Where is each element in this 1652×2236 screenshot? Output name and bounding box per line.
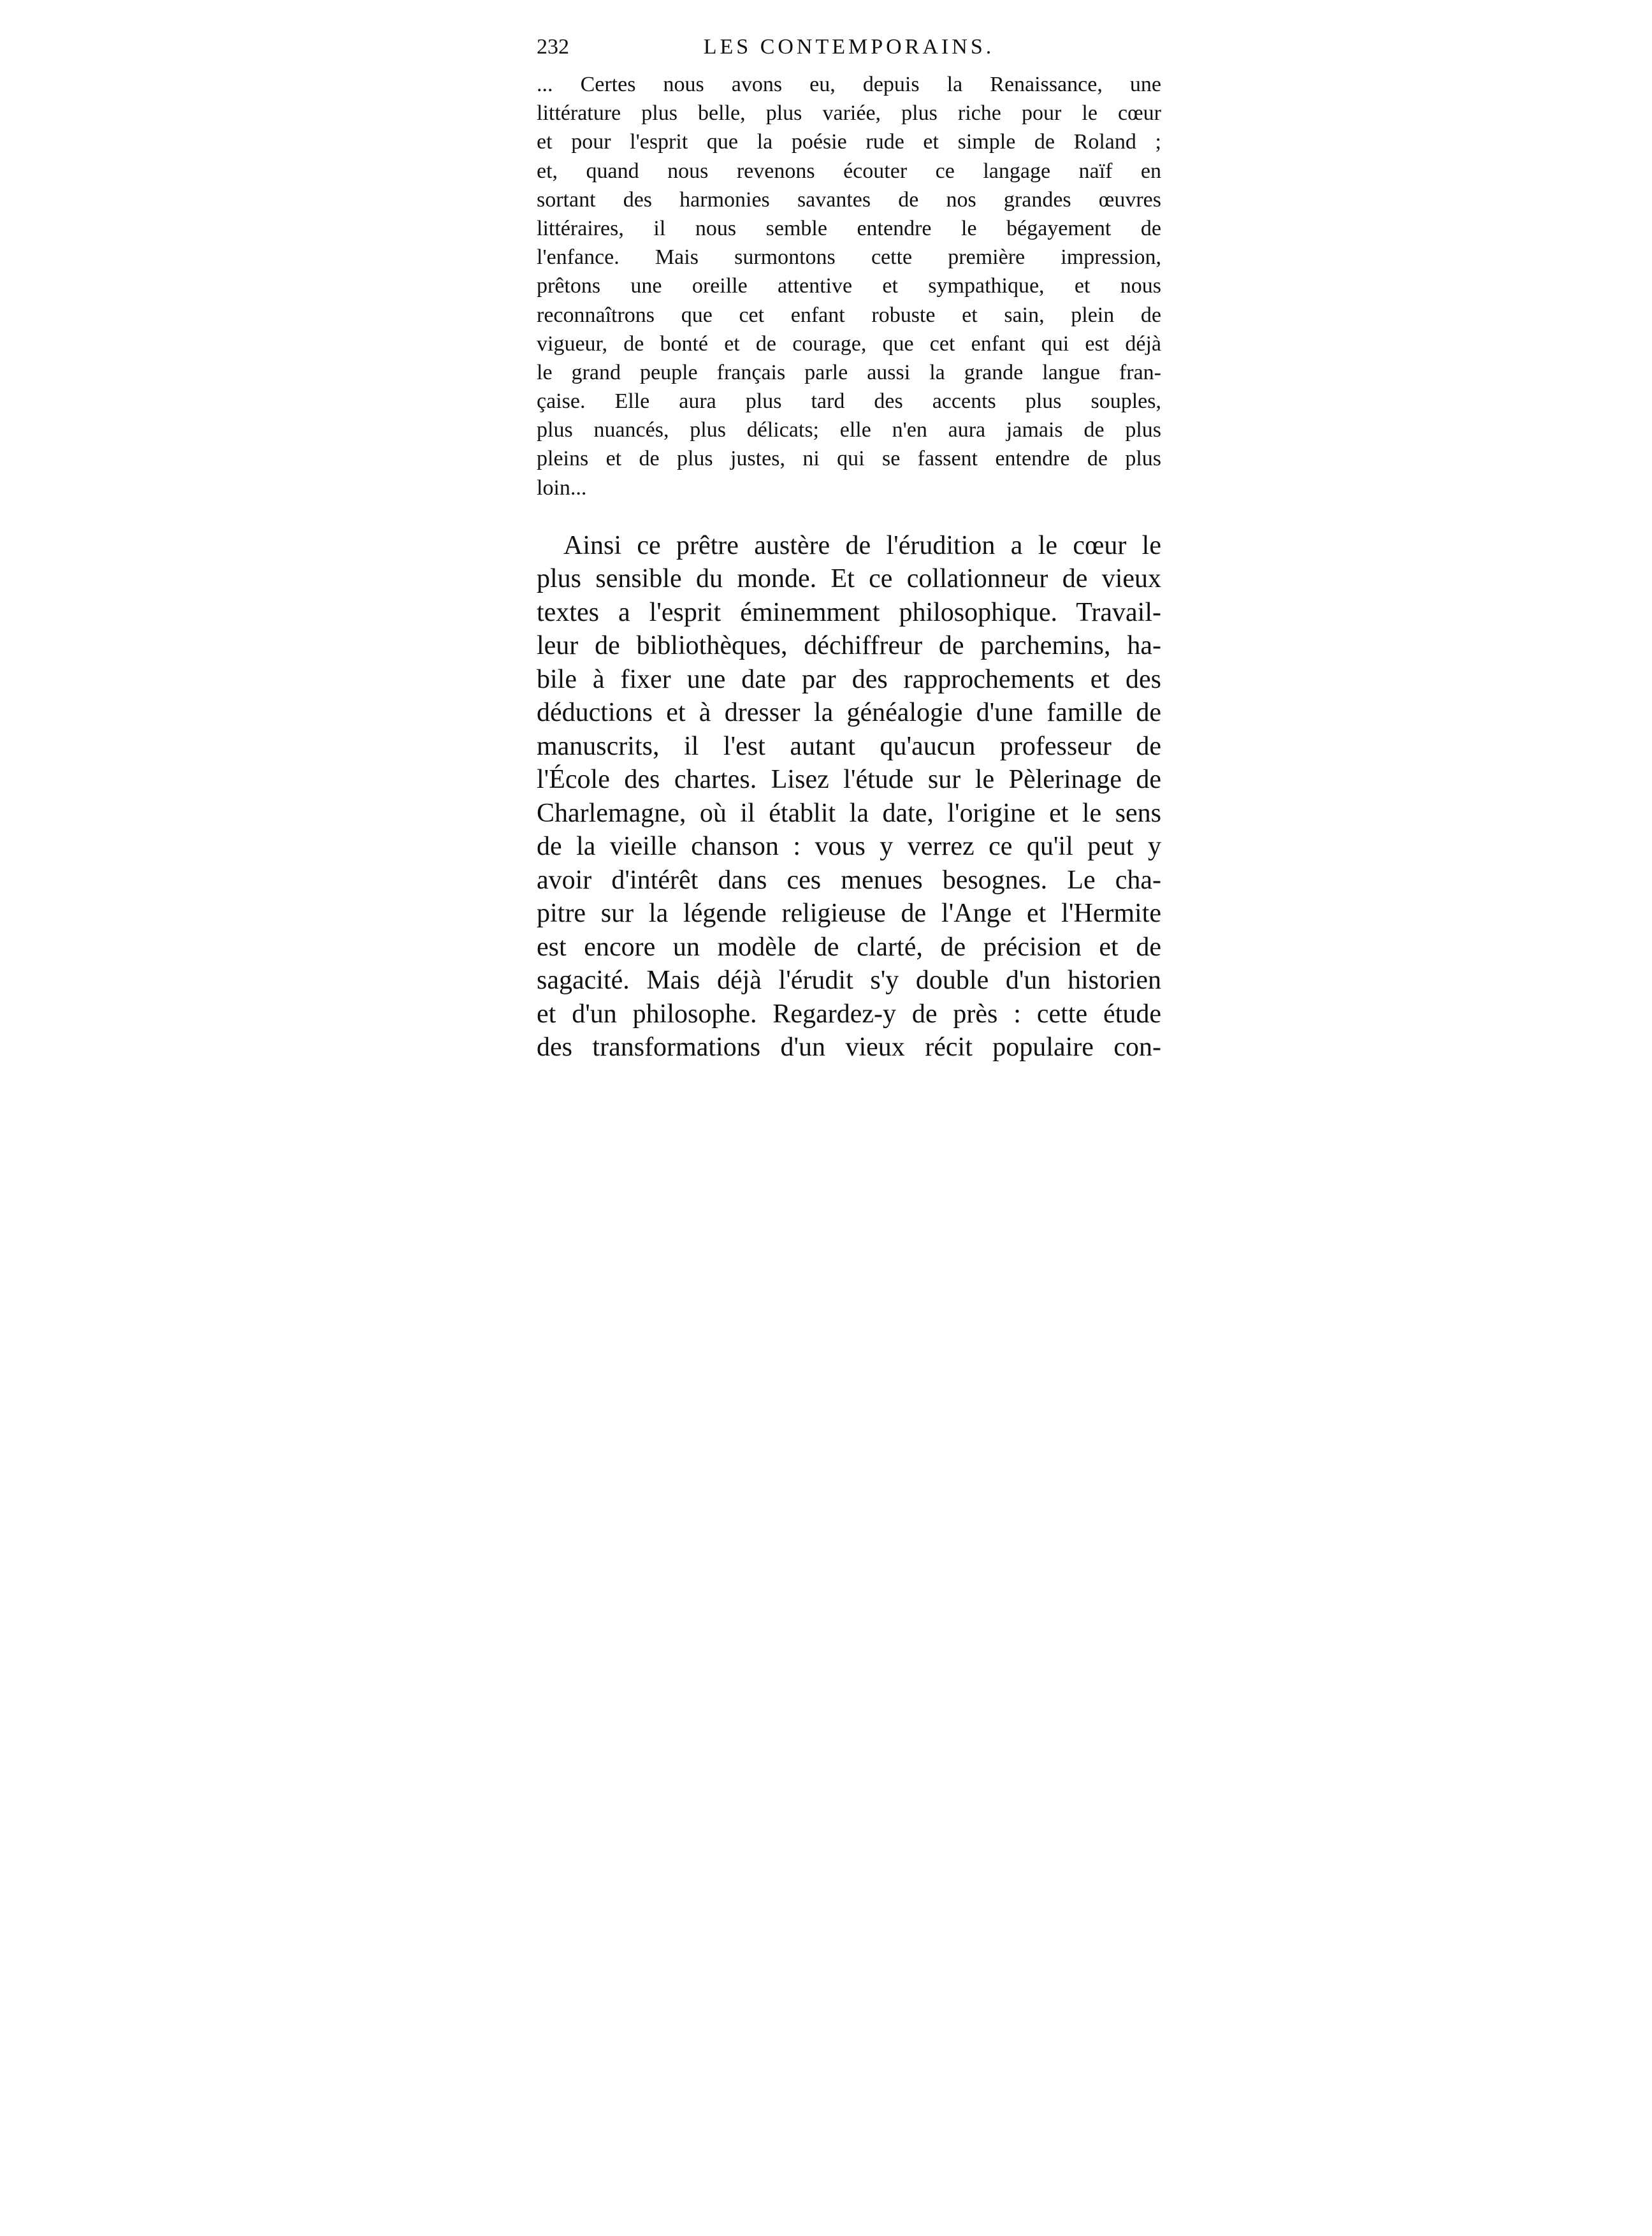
body-line: l'École des chartes. Lisez l'étude sur le Pèlerinage de bbox=[537, 765, 1161, 795]
quote-line: loin... bbox=[537, 476, 587, 500]
quote-line: vigueur, de bonté et de courage, que cet enfant qui est déjà bbox=[537, 331, 1161, 356]
quote-line: ... Certes nous avons eu, depuis la Renaissance, une bbox=[537, 73, 1161, 96]
body-line: Ainsi ce prêtre austère de l'érudition a le cœur le bbox=[563, 530, 1161, 560]
body-line: bile à fixer une date par des rapprochements et des bbox=[537, 664, 1161, 694]
quote-line: çaise. Elle aura plus tard des accents plus souples, bbox=[537, 389, 1161, 414]
running-title: LES CONTEMPORAINS. bbox=[703, 35, 995, 59]
quote-line: prêtons une oreille attentive et sympathique, et nous bbox=[537, 274, 1161, 298]
quote-line: sortant des harmonies savantes de nos grandes œuvres bbox=[537, 187, 1161, 212]
quote-line: littérature plus belle, plus variée, plus riche pour le cœur bbox=[537, 101, 1161, 126]
block-quote bbox=[537, 70, 1161, 502]
body-line: avoir d'intérêt dans ces menues besognes. Le cha- bbox=[537, 865, 1161, 895]
body-line: sagacité. Mais déjà l'érudit s'y double d'un historien bbox=[537, 966, 1161, 996]
page-header bbox=[537, 32, 1161, 70]
body-line: des transformations d'un vieux récit populaire con- bbox=[537, 1033, 1161, 1063]
quote-line: littéraires, il nous semble entendre le bégayement de bbox=[537, 216, 1161, 240]
quote-line: pleins et de plus justes, ni qui se fassent entendre de plus bbox=[537, 447, 1161, 471]
quote-line: et pour l'esprit que la poésie rude et simple de Roland ; bbox=[537, 130, 1161, 154]
body-line: déductions et à dresser la généalogie d'une famille de bbox=[537, 698, 1161, 728]
body-line: de la vieille chanson : vous y verrez ce qu'il peut y bbox=[537, 832, 1161, 862]
body-line: et d'un philosophe. Regardez-y de près : cette étude bbox=[537, 999, 1161, 1029]
book-page bbox=[537, 32, 1161, 1064]
body-line: textes a l'esprit éminemment philosophique. Travail- bbox=[537, 597, 1161, 627]
quote-line: le grand peuple français parle aussi la grande langue fran- bbox=[537, 360, 1161, 384]
page-number: 232 bbox=[537, 35, 569, 59]
paragraph-gap bbox=[537, 502, 1161, 529]
body-line: Charlemagne, où il établit la date, l'origine et le sens bbox=[537, 798, 1161, 828]
body-line: leur de bibliothèques, déchiffreur de parchemins, ha- bbox=[537, 631, 1161, 661]
body-line: manuscrits, il l'est autant qu'aucun professeur de bbox=[537, 731, 1161, 761]
quote-line: reconnaîtrons que cet enfant robuste et sain, plein de bbox=[537, 303, 1161, 327]
body-line: pitre sur la légende religieuse de l'Ange et l'Hermite bbox=[537, 899, 1161, 929]
body-paragraph bbox=[537, 529, 1161, 1064]
quote-line: l'enfance. Mais surmontons cette première impression, bbox=[537, 245, 1161, 270]
body-line: plus sensible du monde. Et ce collationneur de vieux bbox=[537, 564, 1161, 594]
body-line: est encore un modèle de clarté, de précision et de bbox=[537, 932, 1161, 962]
quote-line: plus nuancés, plus délicats; elle n'en aura jamais de plus bbox=[537, 418, 1161, 442]
quote-line: et, quand nous revenons écouter ce langage naïf en bbox=[537, 159, 1161, 183]
